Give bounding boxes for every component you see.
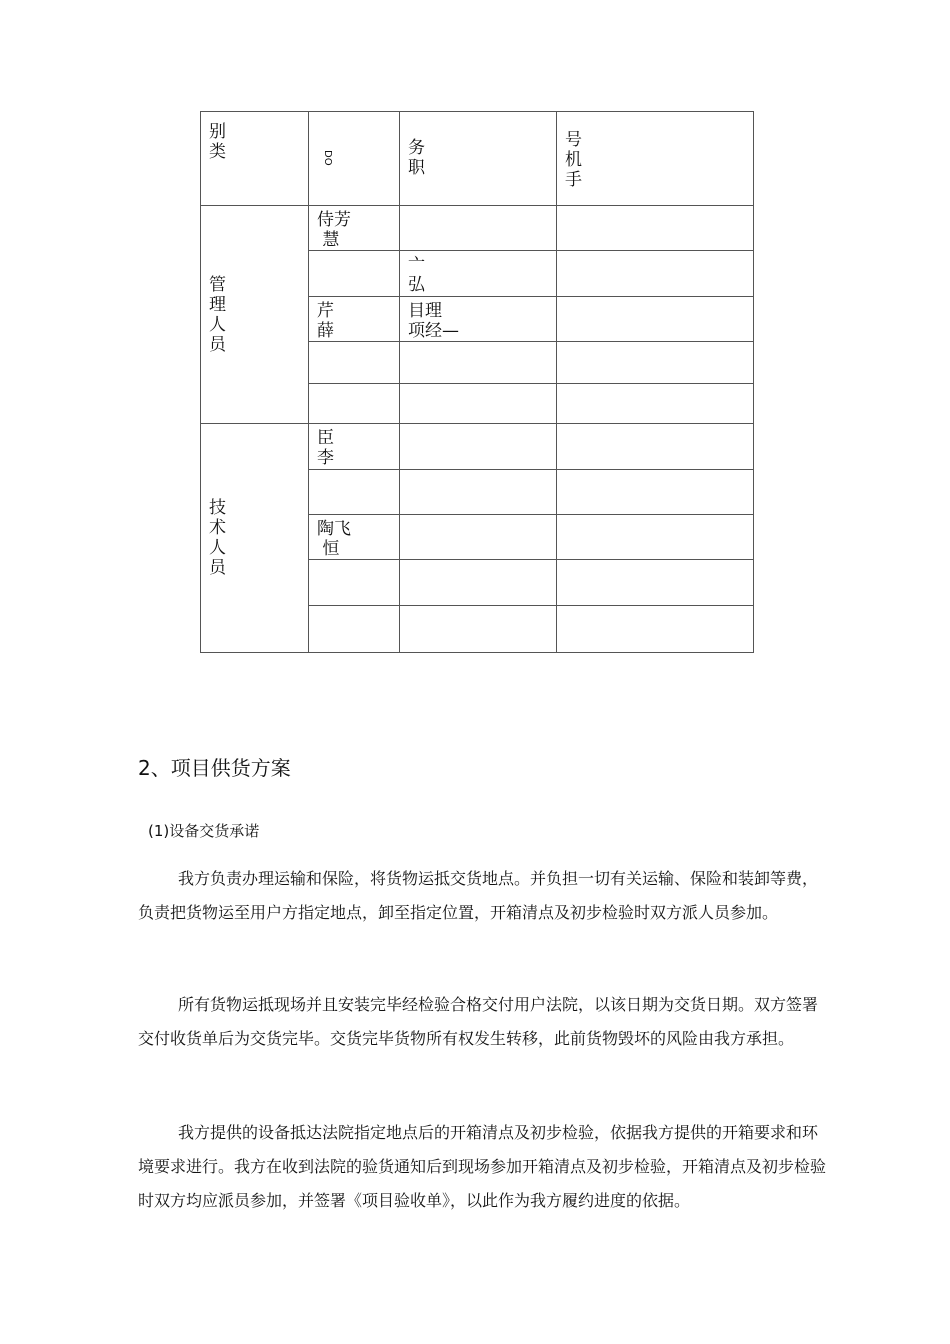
- cell-duty: [400, 342, 557, 384]
- cell-name: [309, 424, 400, 470]
- paragraph-3: 我方提供的设备抵达法院指定地点后的开箱清点及初步检验，依据我方提供的开箱要求和环境要求进行。我方在收到法院的验货通知后到现场参加开箱清点及初步检验，开箱清点及初步检验时双方均应派员参加，并签署《项目验收单》，以此作为我方履约进度的依据。: [138, 1123, 827, 1210]
- cell-duty-text: [400, 342, 556, 346]
- header-category: 别类: [201, 112, 309, 206]
- cell-phone: [557, 342, 754, 384]
- cell-name-text: 臣 李: [317, 428, 334, 468]
- cell-name: [309, 206, 400, 251]
- cell-name-text: 芹 薛: [317, 301, 334, 341]
- cell-duty: [400, 384, 557, 424]
- cell-duty: [400, 515, 557, 560]
- cell-name-text: 侍芳 慧: [317, 210, 351, 250]
- cell-duty-text: [400, 606, 556, 610]
- paragraph-2: 所有货物运抵现场并且安装完毕经检验合格交付用户法院，以该日期为交货日期。双方签署交付收货单后为交货完毕。交货完毕货物所有权发生转移，此前货物毁坏的风险由我方承担。: [138, 995, 819, 1048]
- staff-table: [200, 111, 754, 653]
- table-row: [201, 206, 754, 251]
- cell-name: [309, 297, 400, 342]
- cell-name: [309, 342, 400, 384]
- group-label: 技术人员: [209, 498, 226, 578]
- cell-name-text: [309, 560, 399, 564]
- cell-phone: [557, 206, 754, 251]
- cell-name: [309, 560, 400, 606]
- cell-phone: [557, 424, 754, 470]
- cell-name-text: [309, 470, 399, 474]
- cell-duty: [400, 297, 557, 342]
- cell-name: [309, 470, 400, 515]
- cell-duty-text: [400, 206, 556, 210]
- cell-phone: [557, 470, 754, 515]
- cell-duty-text: 亠 弘: [408, 255, 425, 295]
- cell-name-text: [309, 606, 399, 610]
- cell-duty-text: [400, 515, 556, 519]
- cell-phone: [557, 384, 754, 424]
- header-duty: 务职: [400, 112, 557, 206]
- group-label-cell: [201, 424, 309, 653]
- cell-duty: [400, 470, 557, 515]
- cell-duty-text: 目理 项经—: [408, 301, 459, 341]
- section-title: 2、项目供货方案: [138, 756, 291, 780]
- table-header-row: [201, 112, 754, 206]
- cell-name: [309, 515, 400, 560]
- cell-duty-text: [400, 470, 556, 474]
- cell-phone: [557, 515, 754, 560]
- cell-name-text: [309, 384, 399, 388]
- cell-duty: [400, 560, 557, 606]
- paragraph-1: 我方负责办理运输和保险，将货物运抵交货地点。并负担一切有关运输、保险和装卸等费，负责把货物运至用户方指定地点，卸至指定位置，开箱清点及初步检验时双方派人员参加。: [138, 869, 819, 922]
- cell-duty: [400, 206, 557, 251]
- cell-name-text: 陶飞 恒: [317, 519, 351, 559]
- cell-phone: [557, 606, 754, 653]
- cell-name-text: [309, 251, 399, 255]
- table-row: [201, 424, 754, 470]
- cell-name: [309, 251, 400, 297]
- cell-duty: [400, 251, 557, 297]
- cell-name: [309, 384, 400, 424]
- cell-duty: [400, 606, 557, 653]
- cell-phone: [557, 297, 754, 342]
- cell-name: [309, 606, 400, 653]
- cell-name-text: [309, 342, 399, 346]
- cell-duty-text: [400, 424, 556, 428]
- subsection-title: (1)设备交货承诺: [148, 822, 260, 840]
- header-phone: 号机手: [557, 112, 754, 206]
- group-label: 管理人员: [209, 274, 226, 355]
- header-name: DO: [309, 112, 400, 206]
- cell-phone: [557, 560, 754, 606]
- cell-phone: [557, 251, 754, 297]
- cell-duty: [400, 424, 557, 470]
- cell-duty-text: [400, 560, 556, 564]
- cell-duty-text: [400, 384, 556, 388]
- group-label-cell: [201, 206, 309, 424]
